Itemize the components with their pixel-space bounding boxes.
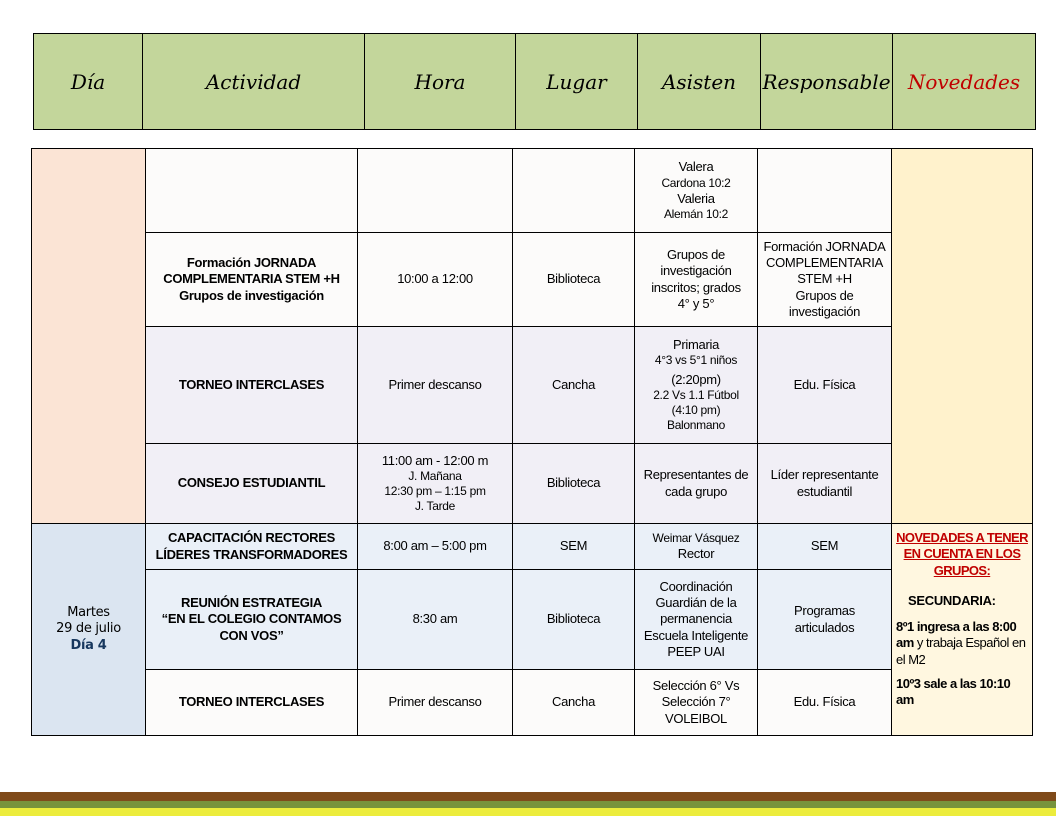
day-cell-empty bbox=[32, 149, 146, 524]
novedades-item: 10º3 sale a las 10:10 am bbox=[896, 675, 1011, 707]
asisten-cell: Primaria 4°3 vs 5°1 niños (2:20pm) 2.2 Vs 1.1 Fútbol (4:10 pm) Balonmano bbox=[635, 327, 758, 444]
hora-cell: 8:00 am – 5:00 pm bbox=[358, 524, 513, 570]
table-row bbox=[32, 670, 1033, 736]
header-asisten: Asisten bbox=[638, 34, 761, 130]
footer-stripe-green bbox=[0, 801, 1056, 808]
actividad-cell: TORNEO INTERCLASES bbox=[146, 670, 358, 736]
novedades-item: 8º1 ingresa a las 8:00 am y trabaja Español en el M2 bbox=[896, 619, 1026, 667]
hora-cell bbox=[358, 149, 513, 233]
responsable-cell: Formación JORNADA COMPLEMENTARIA STEM +H Grupos de investigación bbox=[758, 233, 892, 327]
footer-stripe-brown bbox=[0, 792, 1056, 801]
hora-cell: Primer descanso bbox=[358, 670, 513, 736]
novedades-cell-empty bbox=[892, 149, 1033, 524]
header-novedades: Novedades bbox=[893, 34, 1036, 130]
lugar-cell: Biblioteca bbox=[513, 233, 635, 327]
responsable-cell: Edu. Física bbox=[758, 327, 892, 444]
hora-cell: 10:00 a 12:00 bbox=[358, 233, 513, 327]
responsable-cell bbox=[758, 149, 892, 233]
table-row bbox=[32, 233, 1033, 327]
actividad-cell bbox=[146, 149, 358, 233]
hora-cell: Primer descanso bbox=[358, 327, 513, 444]
header-lugar: Lugar bbox=[516, 34, 638, 130]
day-number: Día 4 bbox=[70, 637, 107, 653]
lugar-cell: Biblioteca bbox=[513, 444, 635, 524]
schedule-table bbox=[31, 148, 1033, 736]
day-date: 29 de julio bbox=[56, 621, 121, 637]
responsable-cell: SEM bbox=[758, 524, 892, 570]
header-responsable: Responsable bbox=[761, 34, 893, 130]
lugar-cell: Cancha bbox=[513, 670, 635, 736]
hora-cell: 11:00 am - 12:00 m J. Mañana 12:30 pm – 1:15 pm J. Tarde bbox=[358, 444, 513, 524]
asisten-cell: Representantes de cada grupo bbox=[635, 444, 758, 524]
hora-cell: 8:30 am bbox=[358, 570, 513, 670]
actividad-cell: Formación JORNADA COMPLEMENTARIA STEM +H Grupos de investigación bbox=[146, 233, 358, 327]
day-cell bbox=[32, 524, 146, 736]
asisten-cell: Coordinación Guardián de la permanencia Escuela Inteligente PEEP UAI bbox=[635, 570, 758, 670]
lugar-cell: SEM bbox=[513, 524, 635, 570]
asisten-cell: Grupos de investigación inscritos; grados 4° y 5° bbox=[635, 233, 758, 327]
actividad-cell: REUNIÓN ESTRATEGIA “EN EL COLEGIO CONTAMOS CON VOS” bbox=[146, 570, 358, 670]
header-hora: Hora bbox=[365, 34, 516, 130]
actividad-cell: CONSEJO ESTUDIANTIL bbox=[146, 444, 358, 524]
table-row bbox=[32, 570, 1033, 670]
lugar-cell: Cancha bbox=[513, 327, 635, 444]
novedades-subtitle: SECUNDARIA: bbox=[908, 592, 996, 608]
asisten-cell: Weimar Vásquez Rector bbox=[635, 524, 758, 570]
header-dia: Día bbox=[34, 34, 143, 130]
novedades-title: NOVEDADES A TENER EN CUENTA EN LOS GRUPOS: bbox=[896, 530, 1028, 578]
asisten-cell: Selección 6° Vs Selección 7° VOLEIBOL bbox=[635, 670, 758, 736]
responsable-cell: Programas articulados bbox=[758, 570, 892, 670]
header-table bbox=[33, 33, 1036, 130]
table-row bbox=[32, 524, 1033, 570]
lugar-cell: Biblioteca bbox=[513, 570, 635, 670]
responsable-cell: Líder representante estudiantil bbox=[758, 444, 892, 524]
novedades-cell bbox=[892, 524, 1033, 736]
day-weekday: Martes bbox=[67, 605, 110, 621]
actividad-cell: TORNEO INTERCLASES bbox=[146, 327, 358, 444]
responsable-cell: Edu. Física bbox=[758, 670, 892, 736]
header-actividad: Actividad bbox=[143, 34, 365, 130]
table-row bbox=[32, 444, 1033, 524]
actividad-cell: CAPACITACIÓN RECTORES LÍDERES TRANSFORMADORES bbox=[146, 524, 358, 570]
table-row bbox=[32, 149, 1033, 233]
table-row bbox=[32, 327, 1033, 444]
footer-stripe-yellow bbox=[0, 808, 1056, 816]
lugar-cell bbox=[513, 149, 635, 233]
asisten-cell: Valera Cardona 10:2 Valeria Alemán 10:2 bbox=[635, 149, 758, 233]
